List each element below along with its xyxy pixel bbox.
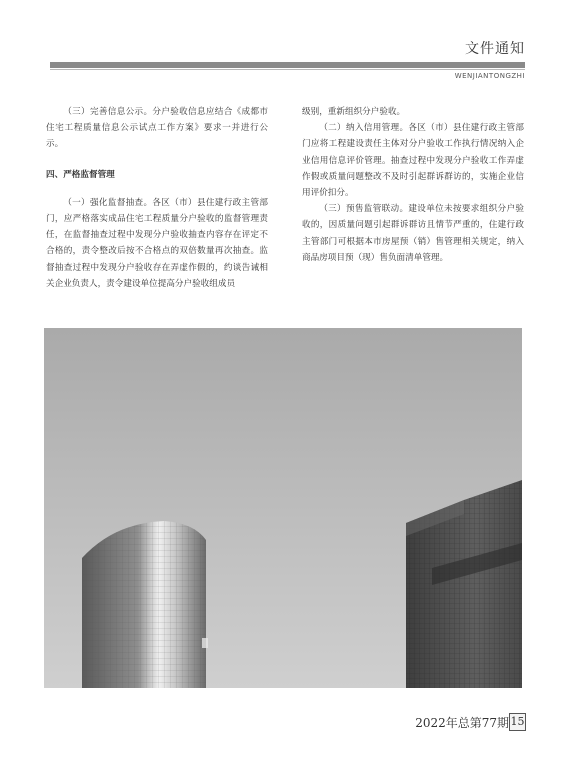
section-title: 文件通知: [465, 41, 525, 57]
section-subtitle: WENJIANTONGZHI: [454, 72, 525, 80]
issue-label: 2022年总第77期: [415, 716, 509, 730]
section-heading-4: 四、严格监督管理: [46, 169, 115, 180]
header-rule: [50, 62, 525, 68]
skyscraper-illustration: [44, 328, 522, 688]
right-column: [302, 104, 524, 266]
right-paragraph-2: （二）纳入信用管理。各区（市）县住建行政主管部门应将工程建设责任主体对分户验收工作执行情况纳入企业信用信息评价管理。抽查过程中发现分户验收工作弄虚作假或质量问题整改不及时引起群诉群访的，实施企业信用评价扣分。: [302, 123, 524, 199]
left-paragraph-1: （三）完善信息公示。分户验收信息应结合《成都市住宅工程质量信息公示试点工作方案》要求一并进行公示。: [46, 107, 268, 150]
right-paragraph-1: 级别，重新组织分户验收。: [302, 107, 406, 117]
header-rule-thin: [50, 69, 525, 70]
right-paragraph-3: （三）预售监管联动。建设单位未按要求组织分户验收的，因质量问题引起群诉群访且情节严重的，住建行政主管部门可根据本市房屋预（销）售管理相关规定，纳入商品房项目预（现）售负面清单管理。: [302, 204, 524, 263]
page-number: 15: [509, 713, 526, 731]
curved-tower: [82, 521, 206, 688]
left-paragraph-2: （一）强化监督抽查。各区（市）县住建行政主管部门，应严格落实成品住宅工程质量分户验收的监督管理责任，在监督抽查过程中发现分户验收抽查内容存在评定不合格的，责令整改后按不合格点的双倍数量再次抽查。监督抽查过程中发现分户验收存在弄虚作假的，约谈告诫相关企业负责人，责令建设单位提高分户验收组成员: [46, 197, 268, 289]
left-column: [46, 104, 268, 292]
skyscraper-photo: [44, 328, 522, 688]
